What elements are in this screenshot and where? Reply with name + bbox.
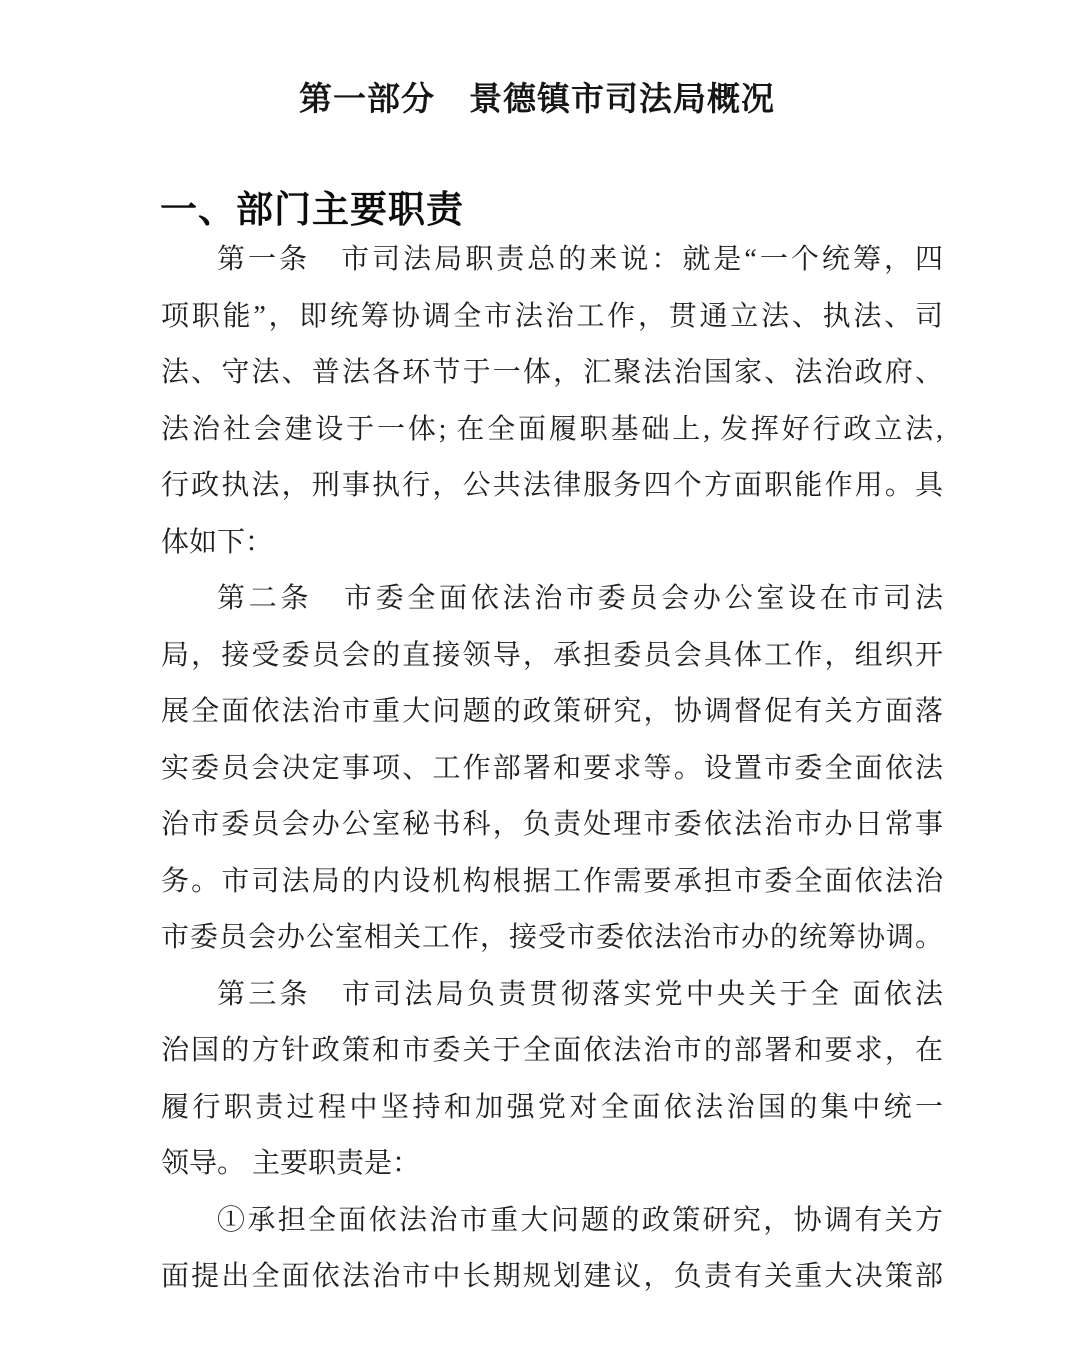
text-line: 面提出全面依法治市中长期规划建议，负责有关重大决策部	[161, 1261, 943, 1292]
text-line: 领导。 主要职责是：	[161, 1148, 421, 1179]
text-line: 务。市司法局的内设机构根据工作需要承担市委全面依法治	[161, 865, 943, 897]
text-line: 履行职责过程中坚持和加强党对全面依法治国的集中统一	[161, 1091, 943, 1123]
text-line: ①承担全面依法治市重大问题的政策研究，协调有关方	[217, 1204, 943, 1236]
text-line: 项职能”，即统筹协调全市法治工作，贯通立法、执法、司	[161, 300, 943, 332]
text-line: 第一条 市司法局职责总的来说：就是“一个统筹，四	[217, 244, 943, 275]
text-line: 展全面依法治市重大问题的政策研究，协调督促有关方面落	[161, 696, 943, 727]
text-line: 实委员会决定事项、工作部署和要求等。设置市委全面依法	[161, 752, 943, 784]
text-line: 行政执法，刑事执行，公共法律服务四个方面职能作用。具	[161, 470, 943, 501]
text-line: 治国的方针政策和市委关于全面依法治市的部署和要求，在	[161, 1035, 943, 1066]
text-line: 法治社会建设于一体; 在全面履职基础上, 发挥好行政立法,	[161, 413, 943, 445]
document-page	[0, 80, 1074, 1368]
text-line: 法、守法、普法各环节于一体，汇聚法治国家、法治政府、	[161, 357, 943, 388]
text-line: 治市委员会办公室秘书科，负责处理市委依法治市办日常事	[161, 809, 943, 840]
section-heading: 一、部门主要职责	[160, 189, 464, 230]
text-line: 市委员会办公室相关工作，接受市委依法治市办的统筹协调。	[161, 922, 943, 953]
text-line: 第二条 市委全面依法治市委员会办公室设在市司法	[217, 583, 943, 614]
text-line: 第三条 市司法局负责贯彻落实党中央关于全 面依法	[217, 978, 943, 1010]
text-line: 体如下：	[161, 526, 274, 558]
document-body	[161, 232, 943, 1306]
document-title: 第一部分 景德镇市司法局概况	[299, 82, 775, 118]
text-line: 局，接受委员会的直接领导，承担委员会具体工作，组织开	[161, 639, 943, 671]
